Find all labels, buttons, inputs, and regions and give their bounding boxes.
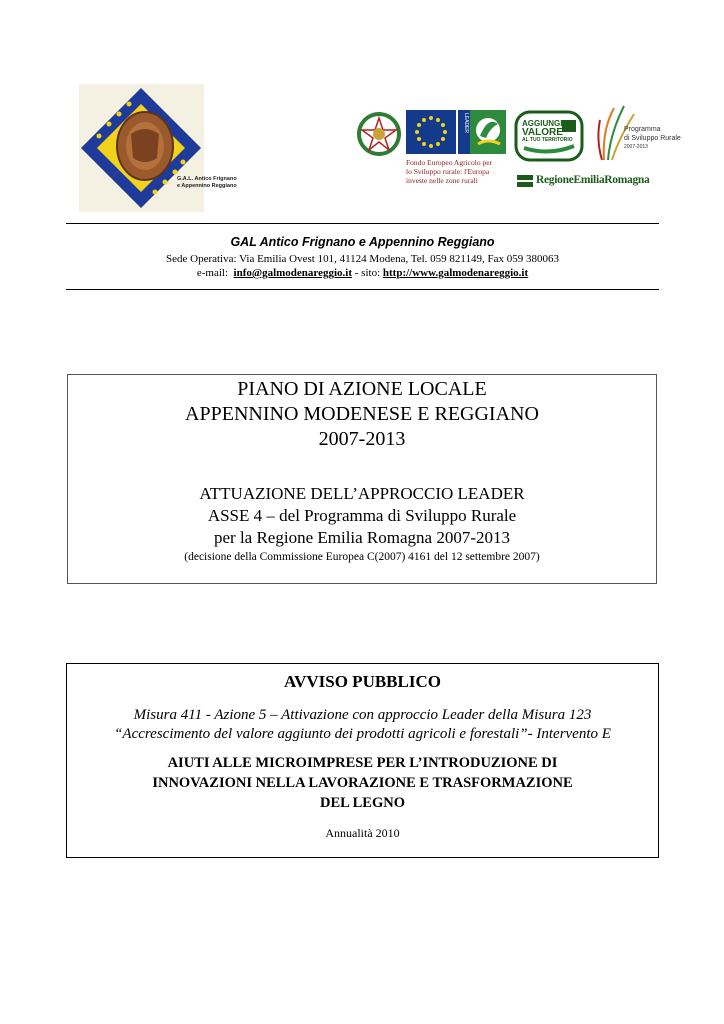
gal-logo-caption [177, 176, 247, 189]
gal-caption-line-2: e Appennino Reggiano [177, 182, 237, 189]
header-top-divider [66, 223, 659, 224]
piano-decision: (decisione della Commissione Europea C(2007) 4161 del 12 settembre 2007) [184, 551, 540, 563]
gal-logo [79, 84, 239, 212]
leader-text: LEADER [463, 113, 469, 134]
eafrd-line-1: Fondo Europeo Agricolo per [406, 158, 493, 167]
gal-caption-line-1: G.A.L. Antico Frignano [177, 176, 237, 182]
italian-republic-emblem-icon [356, 108, 402, 160]
aggiungi-valore-logo [514, 110, 584, 162]
partner-logos [356, 96, 681, 196]
avviso-aiuti-line-1: AIUTI ALLE MICROIMPRESE PER L’INTRODUZIONE DI [167, 755, 558, 771]
psr-caption [624, 126, 684, 152]
leader-logo-icon [458, 110, 506, 154]
eafrd-line-3: investe nelle zone rurali [406, 176, 478, 185]
psr-line-2: di Sviluppo Rurale [624, 134, 681, 142]
psr-line-1: Programma [624, 126, 661, 133]
valore-line-3: AL TUO TERRITORIO [522, 137, 573, 143]
piano-title-line-1: PIANO DI AZIONE LOCALE [237, 378, 487, 400]
regione-emilia-romagna-text: RegioneEmiliaRomagna [536, 174, 650, 186]
email-label: e-mail: [196, 267, 229, 279]
contact-line [66, 266, 659, 280]
avviso-misura-line-2 [67, 725, 658, 743]
website-link[interactable]: http://www.galmodenareggio.it [382, 267, 529, 279]
email-link[interactable]: info@galmodenareggio.it [233, 267, 353, 279]
avviso-intervento: - Intervento E [527, 726, 611, 742]
piano-sub-line-3: per la Regione Emilia Romagna 2007-2013 [213, 528, 510, 547]
avviso-aiuti-line-2: INNOVAZIONI NELLA LAVORAZIONE E TRASFORMAZIONE [152, 775, 573, 791]
avviso-misura-title: “Accrescimento del valore aggiunto dei prodotti agricoli e forestali” [114, 726, 528, 742]
eu-flag-icon [406, 110, 456, 154]
psr-line-3: 2007-2013 [624, 144, 648, 150]
piano-azione-box [67, 374, 657, 584]
sede-operativa: Sede Operativa: Via Emilia Ovest 101, 41124 Modena, Tel. 059 821149, Fax 059 380063 [166, 253, 559, 265]
valore-line-1: AGGIUNGI [522, 119, 563, 128]
avviso-annualita: Annualità 2010 [325, 826, 400, 840]
gal-emblem-icon [79, 84, 239, 212]
avviso-misura-line-1: Misura 411 - Azione 5 – Attivazione con approccio Leader della Misura 123 [133, 707, 592, 723]
avviso-aiuti-line-3: DEL LEGNO [319, 795, 405, 811]
piano-title-line-2: APPENNINO MODENESE E REGGIANO [185, 403, 539, 425]
sito-label: - sito: [354, 267, 381, 279]
piano-sub-line-1: ATTUAZIONE DELL’APPROCCIO LEADER [199, 484, 525, 503]
avviso-pubblico-box [66, 663, 659, 858]
header-bottom-divider [66, 289, 659, 290]
gal-name: GAL Antico Frignano e Appennino Reggiano [230, 235, 495, 249]
valore-line-2: VALORE [522, 127, 563, 138]
avviso-heading: AVVISO PUBBLICO [284, 672, 441, 691]
piano-title-line-3: 2007-2013 [318, 428, 406, 450]
piano-sub-line-2: ASSE 4 – del Programma di Sviluppo Rurale [207, 506, 517, 525]
eafrd-caption [406, 158, 516, 185]
eafrd-line-2: lo Sviluppo rurale: l'Europa [406, 167, 490, 176]
